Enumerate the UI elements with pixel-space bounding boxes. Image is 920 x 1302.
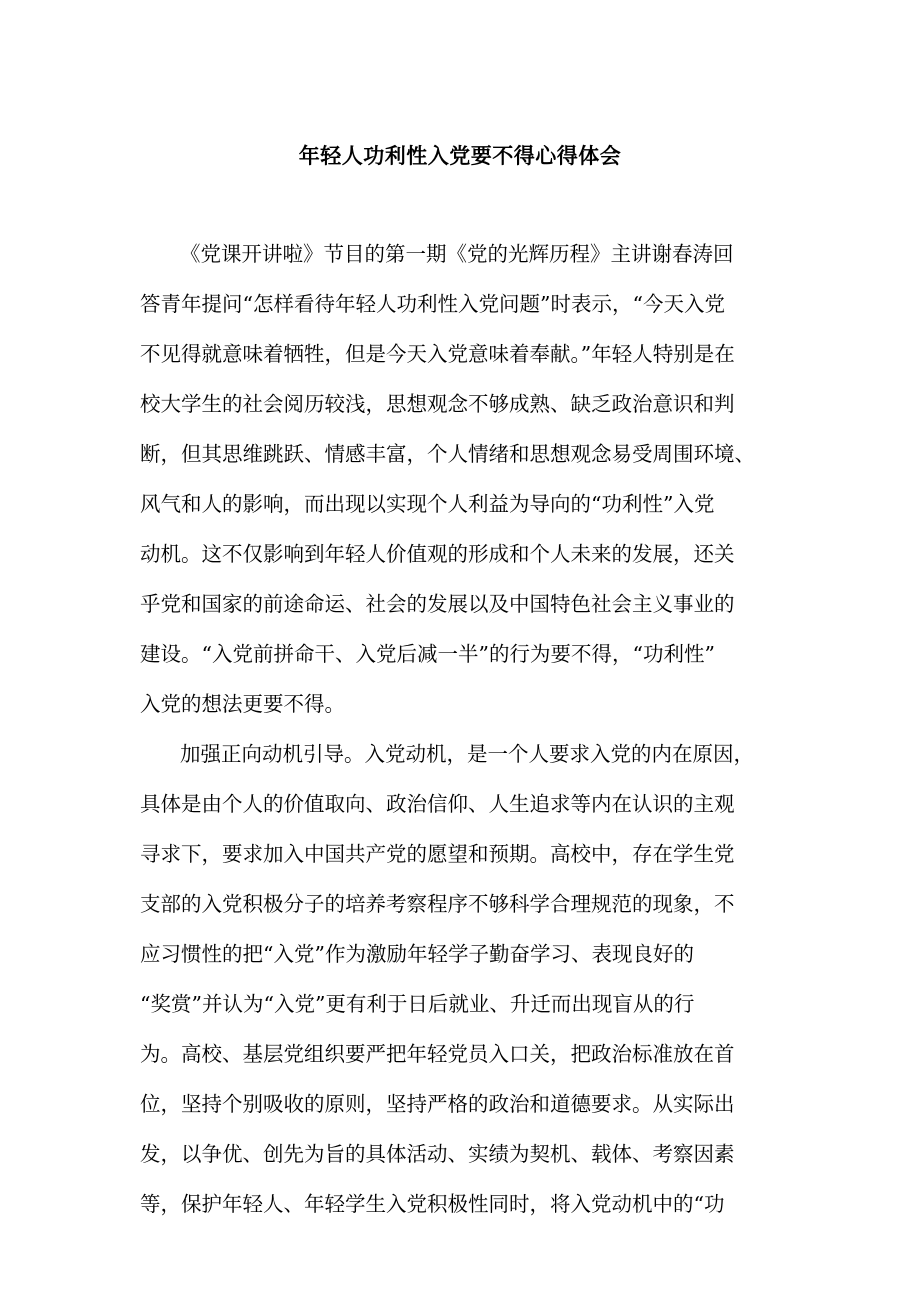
paragraph-2-line-4: 支部的入党积极分子的培养考察程序不够科学合理规范的现象，不 bbox=[140, 892, 735, 916]
paragraph-2-line-9: 发，以争优、创先为旨的具体活动、实绩为契机、载体、考察因素 bbox=[140, 1142, 735, 1166]
paragraph-1-line-2: 答青年提问“怎样看待年轻人功利性入党问题”时表示，“今天入党 bbox=[140, 292, 725, 316]
paragraph-1-line-1: 《党课开讲啦》节目的第一期《党的光辉历程》主讲谢春涛回 bbox=[180, 242, 734, 266]
paragraph-1-line-5: 断，但其思维跳跃、情感丰富，个人情绪和思想观念易受周围环境、 bbox=[140, 442, 755, 466]
paragraph-1-line-7: 动机。这不仅影响到年轻人价值观的形成和个人未来的发展，还关 bbox=[140, 542, 735, 566]
paragraph-2-line-7: 为。高校、基层党组织要严把年轻党员入口关，把政治标准放在首 bbox=[140, 1042, 735, 1066]
document-title: 年轻人功利性入党要不得心得体会 bbox=[298, 144, 622, 168]
paragraph-2-line-3: 寻求下，要求加入中国共产党的愿望和预期。高校中，存在学生党 bbox=[140, 842, 735, 866]
paragraph-2-line-1: 加强正向动机引导。入党动机，是一个人要求入党的内在原因， bbox=[180, 742, 754, 766]
paragraph-2-line-5: 应习惯性的把“入党”作为激励年轻学子勤奋学习、表现良好的 bbox=[140, 942, 694, 966]
paragraph-1-line-3: 不见得就意味着牺牲，但是今天入党意味着奉献。”年轻人特别是在 bbox=[140, 342, 735, 366]
paragraph-2-line-10: 等，保护年轻人、年轻学生入党积极性同时，将入党动机中的“功 bbox=[140, 1192, 725, 1216]
paragraph-2-line-6: “奖赏”并认为“入党”更有利于日后就业、升迁而出现盲从的行 bbox=[140, 992, 695, 1016]
paragraph-1-line-6: 风气和人的影响，而出现以实现个人利益为导向的“功利性”入党 bbox=[140, 492, 715, 516]
paragraph-1-line-8: 乎党和国家的前途命运、社会的发展以及中国特色社会主义事业的 bbox=[140, 592, 735, 616]
paragraph-1-line-4: 校大学生的社会阅历较浅，思想观念不够成熟、缺乏政治意识和判 bbox=[140, 392, 735, 416]
paragraph-1-line-10: 入党的想法更要不得。 bbox=[140, 692, 345, 716]
paragraph-2-line-8: 位，坚持个别吸收的原则，坚持严格的政治和道德要求。从实际出 bbox=[140, 1092, 735, 1116]
paragraph-1-line-9: 建设。“入党前拼命干、入党后减一半”的行为要不得，“功利性” bbox=[140, 642, 715, 666]
paragraph-2-line-2: 具体是由个人的价值取向、政治信仰、人生追求等内在认识的主观 bbox=[140, 792, 735, 816]
